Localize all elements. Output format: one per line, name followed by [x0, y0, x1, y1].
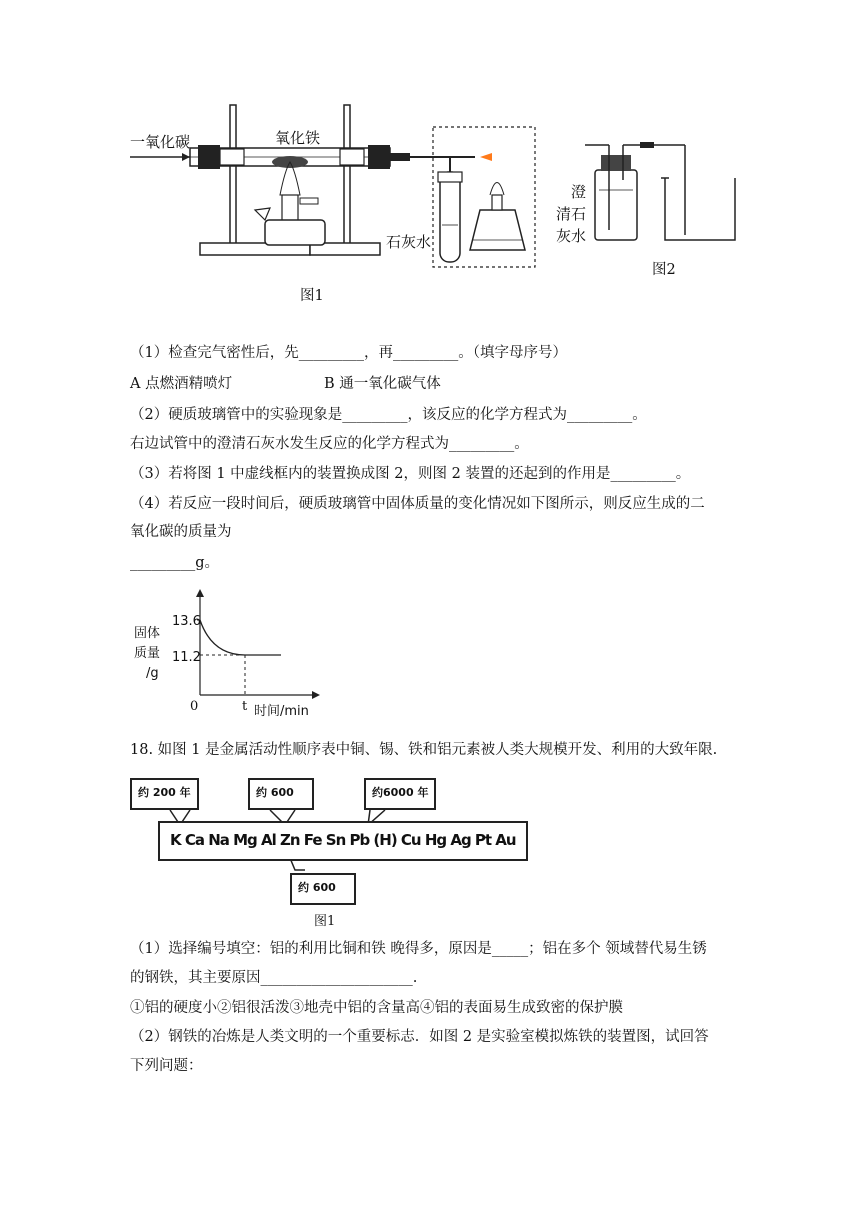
- q17-part1: （1）检查完气密性后，先_________，再_________。（填字母序号）: [130, 345, 567, 361]
- q17-part3: （3）若将图 1 中虚线框内的装置换成图 2，则图 2 装置的还起到的作用是_________。: [130, 466, 691, 482]
- activity-series: K Ca Na Mg Al Zn Fe Sn Pb (H) Cu Hg Ag Pt Au: [158, 821, 528, 861]
- chart-origin-label: 0: [190, 699, 199, 714]
- q18-part1-line2: 的钢铁，其主要原因_____________________.: [130, 970, 418, 986]
- q18-stem: 18. 如图 1 是金属活动性顺序表中铜、锡、铁和铝元素被人类大规模开发、利用的大致年限.: [130, 742, 718, 758]
- q17-part2-line2: 右边试管中的澄清石灰水发生反应的化学方程式为_________。: [130, 436, 529, 452]
- q17-part4-line2: 氧化碳的质量为: [130, 524, 232, 540]
- q18-choices: ①铝的硬度小②铝很活泼③地壳中铝的含量高④铝的表面易生成致密的保护膜: [130, 1000, 623, 1016]
- figure2-label-3: 灰水: [556, 227, 587, 245]
- figure2-label-1: 澄: [571, 183, 587, 201]
- callout-200-years: 约 200 年: [130, 778, 199, 810]
- chart-xlabel: 时间/min: [254, 704, 309, 719]
- mass-curve: [200, 620, 281, 655]
- chart-ylabel-2: 质量: [134, 646, 161, 661]
- callout-600-top: 约 600: [248, 778, 314, 810]
- q18-part1-line1: （1）选择编号填空：铝的利用比铜和铁 晚得多，原因是_____；铝在多个 领域替代易生锈: [130, 941, 707, 957]
- callout-6000-years: 约6000 年: [364, 778, 436, 810]
- x-axis-arrow: [312, 691, 320, 699]
- figure2-label-2: 清石: [556, 205, 587, 223]
- q17-part4-line3: _________g。: [130, 555, 220, 571]
- chart-t-label: t: [242, 699, 248, 714]
- q17-part2-line1: （2）硬质玻璃管中的实验现象是_________，该反应的化学方程式为_________。: [130, 407, 647, 423]
- series-caption: 图1: [314, 914, 336, 929]
- q17-option-b: B 通一氧化碳气体: [324, 376, 441, 392]
- q18-part2-line1: （2）钢铁的冶炼是人类文明的一个重要标志．如图 2 是实验室模拟炼铁的装置图，试回答: [130, 1029, 709, 1045]
- chart-ylabel-3: /g: [146, 666, 159, 681]
- figure1-apparatus: [120, 100, 560, 275]
- figure2-apparatus: [585, 140, 750, 250]
- chart-ylabel-1: 固体: [134, 626, 161, 641]
- limewater-label: 石灰水: [386, 233, 432, 251]
- figure2-caption: 图2: [652, 262, 676, 278]
- chart-ytick-13-6: 13.6: [172, 614, 201, 629]
- fe2o3-label: 氧化铁: [275, 129, 321, 147]
- co-label: 一氧化碳: [130, 133, 191, 151]
- q18-part2-line2: 下列问题：: [130, 1058, 203, 1074]
- chart-ytick-11-2: 11.2: [172, 650, 201, 665]
- q17-option-a: A 点燃酒精喷灯: [130, 376, 233, 392]
- callout-600-bottom: 约 600: [290, 873, 356, 905]
- y-axis-arrow: [196, 589, 204, 597]
- figure1-caption: 图1: [300, 288, 324, 304]
- q17-part4-line1: （4）若反应一段时间后，硬质玻璃管中固体质量的变化情况如下图所示，则反应生成的二: [130, 496, 705, 512]
